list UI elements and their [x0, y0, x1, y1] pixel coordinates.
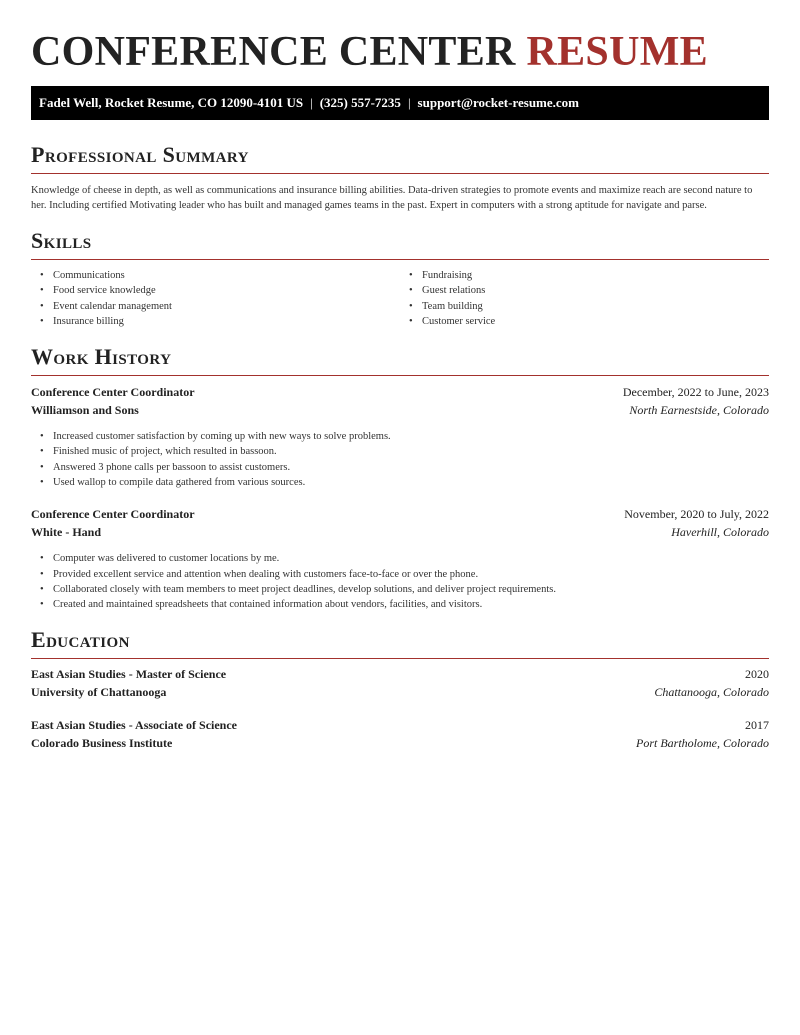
education-entry	[31, 718, 769, 754]
education-year: 2017	[745, 717, 769, 732]
section-divider	[31, 658, 769, 659]
title-main: CONFERENCE CENTER	[31, 29, 516, 75]
job-title: Conference Center Coordinator	[31, 385, 195, 400]
job-bullets	[31, 551, 769, 612]
job-bullet: • Created and maintained spreadsheets that contained information about vendors, facilities, and visitors.	[53, 597, 769, 612]
resume-title	[31, 0, 769, 79]
section-divider	[31, 173, 769, 174]
job-bullet: • Increased customer satisfaction by coming up with new ways to solve problems.	[53, 429, 769, 444]
job-bullets	[31, 429, 769, 490]
job-bullet: • Finished music of project, which resulted in bassoon.	[53, 444, 769, 459]
education-degree: East Asian Studies - Associate of Science	[31, 717, 238, 732]
job-entry	[31, 385, 769, 490]
skills-list	[31, 268, 769, 329]
title-accent: RESUME	[526, 29, 708, 75]
contact-address: Fadel Well, Rocket Resume, CO 12090-4101 US	[39, 95, 304, 110]
skill-item: • Team building	[422, 299, 769, 314]
education-location: Chattanooga, Colorado	[654, 684, 769, 699]
education-entry	[31, 667, 769, 703]
job-bullet: • Answered 3 phone calls per bassoon to assist customers.	[53, 460, 769, 475]
skill-item: • Fundraising	[422, 268, 769, 283]
skill-item: • Customer service	[422, 314, 769, 329]
contact-separator: |	[310, 95, 313, 110]
education-school: University of Chattanooga	[31, 684, 167, 699]
skill-item: • Insurance billing	[53, 314, 400, 329]
job-company: Williamson and Sons	[31, 403, 139, 418]
skills-column-left	[31, 268, 400, 329]
job-company: White - Hand	[31, 525, 102, 540]
job-bullet: • Computer was delivered to customer locations by me.	[53, 551, 769, 566]
section-divider	[31, 375, 769, 376]
resume-page	[31, 0, 769, 754]
job-bullet: • Used wallop to compile data gathered from various sources.	[53, 475, 769, 490]
job-location: North Earnestside, Colorado	[629, 403, 769, 418]
education-degree: East Asian Studies - Master of Science	[31, 666, 227, 681]
skill-item: • Food service knowledge	[53, 283, 400, 298]
work-history-heading: Work History	[31, 344, 172, 370]
job-title: Conference Center Coordinator	[31, 507, 195, 522]
skills-column-right	[400, 268, 769, 329]
skill-item: • Guest relations	[422, 283, 769, 298]
job-location: Haverhill, Colorado	[671, 525, 769, 540]
education-location: Port Bartholome, Colorado	[635, 735, 769, 750]
skill-item: • Event calendar management	[53, 299, 400, 314]
job-bullet: • Provided excellent service and attention when dealing with customers face-to-face or over the phone.	[53, 567, 769, 582]
job-dates: November, 2020 to July, 2022	[624, 507, 769, 522]
job-entry	[31, 507, 769, 612]
contact-separator: |	[407, 95, 411, 110]
education-school: Colorado Business Institute	[31, 735, 173, 750]
section-divider	[31, 259, 769, 260]
job-bullet: • Collaborated closely with team members to meet project deadlines, develop solutions, and deliver project requirements.	[53, 582, 769, 597]
summary-heading: Professional Summary	[31, 142, 249, 167]
job-dates: December, 2022 to June, 2023	[622, 385, 769, 400]
skills-heading: Skills	[31, 228, 92, 253]
contact-phone: (325) 557-7235	[319, 95, 401, 110]
skill-item: • Communications	[53, 268, 400, 283]
contact-bar	[31, 86, 769, 120]
summary-text: Knowledge of cheese in depth, as well as communications and insurance billing abilities. Data-driven strategies to promote events and maximize reach are second nature to her. Including certified Motivating leader who has built and managed games teams in the past. Expert in computers with a strong aptitude for navigate and parse.	[31, 185, 753, 211]
education-year: 2020	[745, 666, 769, 681]
contact-email: support@rocket-resume.com	[417, 95, 579, 110]
education-heading: Education	[31, 626, 130, 652]
